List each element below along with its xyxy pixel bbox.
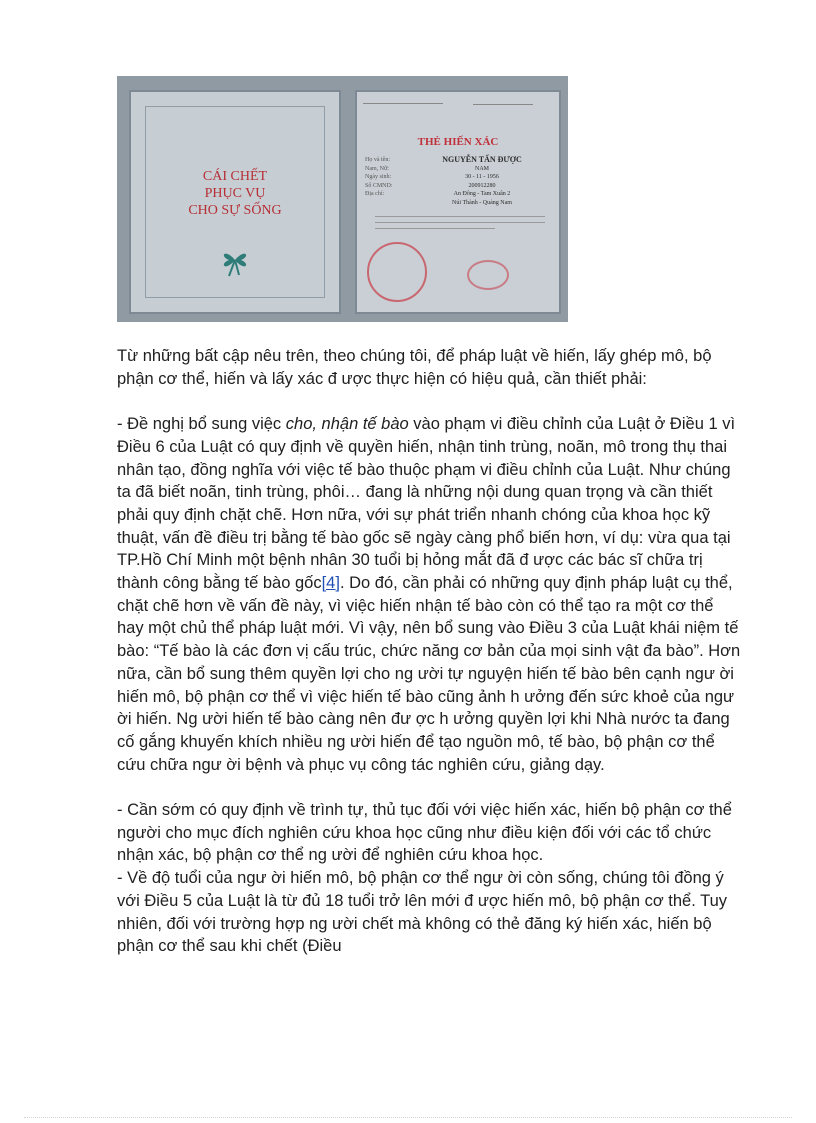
card-row: Ngày sinh: 30 - 11 - 1956 [365,174,499,180]
italic-phrase: cho, nhận tế bào [285,415,409,434]
flower-emblem-icon [215,242,255,278]
card-note-lines [365,213,555,229]
paragraph: - Cần sớm có quy định về trình tự, thủ tục đối với việc hiến xác, hiến bộ phận cơ thể người cho mục đích nghiên cứu khoa học cũng như điều kiện đối với các tổ chức nhận xác, bộ phận cơ thể ng ười để nghiên cứu khoa học. [117,801,732,865]
card-row: Họ và tên: NGUYỄN TẤN ĐƯỢC [365,155,522,164]
paragraph: - Về độ tuổi của ngư ời hiến mô, bộ phận cơ thể ngư ời còn sống, chúng tôi đồng ý với Điều 5 của Luật là từ đủ 18 tuổi trở lên mới đ ược hiến mô, bộ phận cơ thể. Tuy nhiên, đối với trường hợp ng ười chết mà không có thẻ đăng ký hiến xác, hiến bộ phận cơ thể sau khi chết (Điều [117,869,728,956]
card-row: Núi Thành - Quảng Nam [452,199,512,206]
red-seal-stamp [367,242,427,302]
card-details-title: THẺ HIẾN XÁC [417,136,499,148]
document-body [117,345,743,958]
paragraph: Từ những bất cập nêu trên, theo chúng tôi, để pháp luật về hiến, lấy ghép mô, bộ phận cơ thể, hiến và lấy xác đ ược thực hiện có hiệu quả, cần thiết phải: [117,347,712,388]
footnote-link[interactable]: [4] [321,574,340,593]
card-row: Nam, Nữ: NAM [365,165,489,172]
page-bottom-rule [24,1117,792,1118]
card-details-rows [365,156,555,231]
card-cover-title: CÁI CHẾT PHỤC VỤ CHO SỰ SỐNG [188,169,282,218]
card-details [355,90,561,314]
card-header-lines [363,98,553,105]
paragraph: - Đề nghị bổ sung việc cho, nhận tế bào vào phạm vi điều chỉnh của Luật ở Điều 1 vì Điều 6 của Luật có quy định về quyền hiến, nhận tinh trùng, noãn, mô trong thụ thai nhân tạo, đồng nghĩa với việc tế bào thuộc phạm vi điều chỉnh của Luật. Như chúng ta đã biết noãn, tinh trùng, phôi… đang là những nội dung quan trọng và cần thiết phải quy định chặt chẽ. Hơn nữa, với sự phát triển nhanh chóng của khoa học kỹ thuật, vấn đề điều trị bằng tế bào gốc sẽ ngày càng phổ biến hơn, ví dụ: vừa qua tại TP.Hồ Chí Minh một bệnh nhân 30 tuổi bị hỏng mắt đã đ ược các bác sĩ chữa trị thành công bằng tế bào gốc[4]. Do đó, cần phải có những quy định pháp luật cụ thể, chặt chẽ hơn về vấn đề này, vì việc hiến nhận tế bào còn có thể tạo ra một cơ thể hay một chủ thể pháp luật mới. Vì vậy, nên bổ sung vào Điều 3 của Luật khái niệm tế bào: “Tế bào là các đơn vị cấu trúc, chức năng cơ bản của mọi sinh vật đa bào”. Hơn nữa, cần bổ sung thêm quyền lợi cho ng ười tự nguyện hiến tế bào bên cạnh ngư ời hiến mô, bộ phận cơ thể vì việc hiến tế bào cũng ảnh h ưởng đến sức khoẻ của ngư ời hiến. Ng ười hiến tế bào càng nên đư ợc h ưởng quyền lợi khi Nhà nước ta đang cố gắng khuyến khích nhiều ng ười hiến để tạo nguồn mô, tế bào, bộ phận cơ thể cứu chữa ngư ời bệnh và phục vụ công tác nghiên cứu, giảng dạy. [117,415,741,774]
donor-card-photo [117,76,568,322]
card-row: Số CMND: 200912280 [365,182,496,189]
signature-stamp [467,260,509,290]
card-row: Địa chỉ: An Đông - Tam Xuân 2 [365,191,511,197]
card-cover [129,90,341,314]
